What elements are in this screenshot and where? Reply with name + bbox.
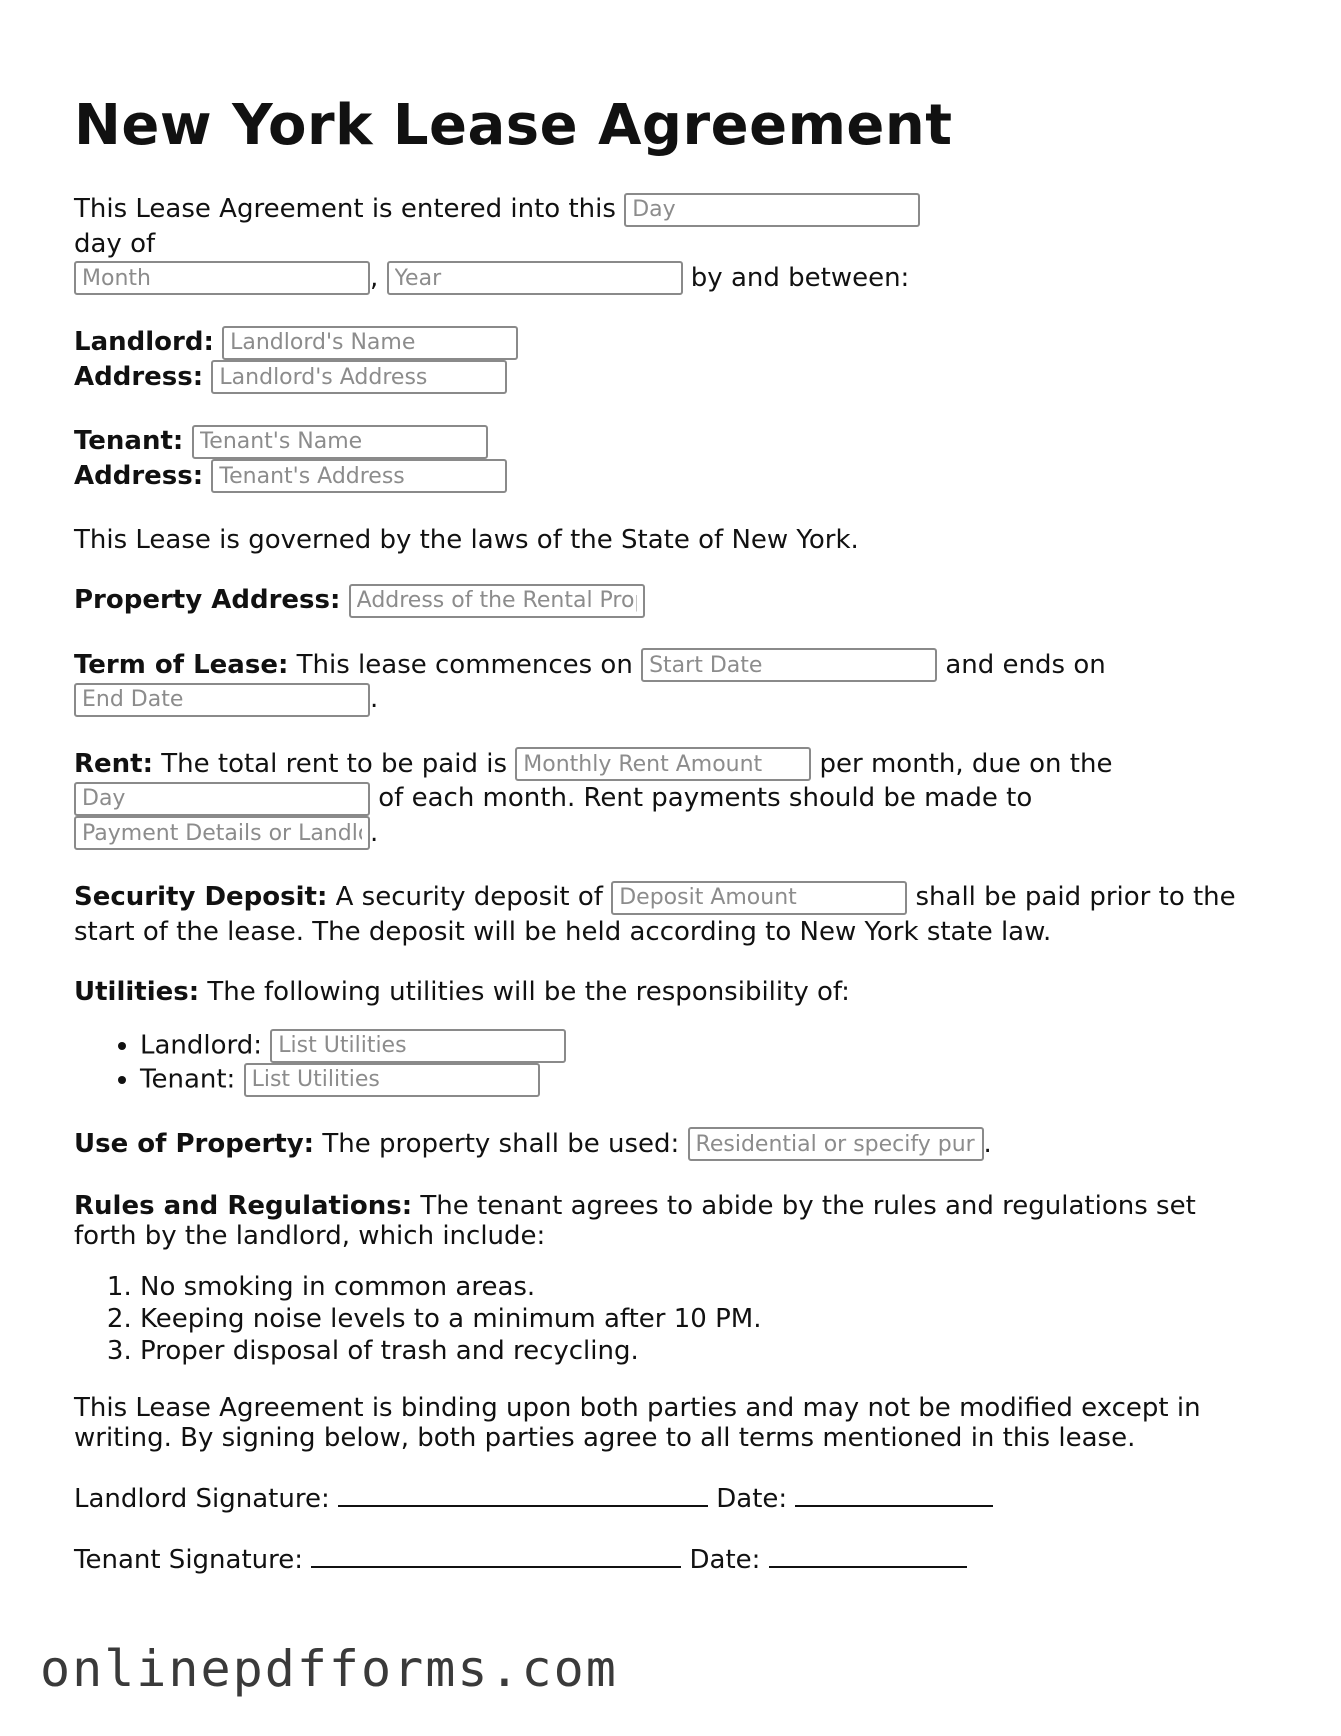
intro-text: This Lease Agreement is entered into this [74, 194, 616, 224]
rent-text: per month, due on the [819, 748, 1113, 779]
property-address-field[interactable] [349, 584, 645, 618]
tenant-signature-line [74, 1540, 1274, 1577]
watermark: onlinepdfforms.com [40, 1640, 618, 1698]
payment-details-field[interactable] [74, 816, 370, 850]
deposit-text: A security deposit of [335, 882, 603, 912]
rules-label: Rules and Regulations: [74, 1191, 413, 1221]
list-item: 1. No smoking in common areas. [140, 1271, 1274, 1303]
rent-text: The total rent to be paid is [161, 748, 507, 779]
rent-text: of each month. Rent payments should be made to [378, 783, 1033, 813]
intro-text: by and between: [690, 262, 910, 293]
tenant-signature-field[interactable] [311, 1540, 681, 1568]
utilities-label: Utilities: [74, 976, 200, 1007]
rent-amount-field[interactable] [515, 747, 811, 781]
term-section [74, 648, 1174, 717]
deposit-label: Security Deposit: [74, 882, 328, 912]
landlord-address-field[interactable] [211, 360, 507, 394]
list-item: 2. Keeping noise levels to a minimum after 10 PM. [140, 1303, 1274, 1335]
rules-section [74, 1191, 1214, 1251]
list-item: 3. Proper disposal of trash and recycling. [140, 1335, 1274, 1367]
use-purpose-field[interactable] [688, 1127, 984, 1161]
tenant-date-field[interactable] [769, 1540, 967, 1568]
lease-document [74, 0, 1274, 1577]
tenant-address-field[interactable] [211, 459, 507, 493]
list-item [140, 1063, 1274, 1097]
tenant-utilities-field[interactable] [244, 1063, 540, 1097]
term-label: Term of Lease: [74, 649, 289, 680]
rules-text: The tenant agrees to abide by the rules and regulations set forth by the landlord, which include: [74, 1191, 1196, 1251]
end-date-field[interactable] [74, 683, 370, 717]
landlord-name-field[interactable] [222, 326, 518, 360]
comma: , [370, 262, 379, 293]
landlord-address-label: Address: [74, 361, 204, 392]
landlord-label: Landlord: [74, 327, 214, 357]
landlord-signature-label: Landlord Signature: [74, 1484, 330, 1514]
utilities-tenant-label: Tenant: [140, 1064, 236, 1094]
date-label: Date: [716, 1484, 788, 1514]
utilities-text: The following utilities will be the responsibility of: [207, 976, 850, 1007]
rent-day-field[interactable] [74, 782, 370, 816]
use-label: Use of Property: [74, 1128, 315, 1159]
property-label: Property Address: [74, 585, 341, 615]
month-field[interactable] [74, 261, 370, 295]
tenant-signature-label: Tenant Signature: [74, 1545, 303, 1575]
deposit-section [74, 880, 1254, 949]
term-text: and ends on [945, 649, 1106, 680]
date-label: Date: [689, 1545, 761, 1575]
rent-label: Rent: [74, 748, 153, 779]
utilities-landlord-label: Landlord: [140, 1030, 263, 1060]
period: . [370, 817, 379, 848]
landlord-date-field[interactable] [795, 1479, 993, 1507]
landlord-signature-field[interactable] [338, 1479, 708, 1507]
tenant-name-field[interactable] [192, 425, 488, 459]
use-text: The property shall be used: [322, 1128, 680, 1159]
governed-text: This Lease is governed by the laws of the State of New York. [74, 525, 859, 555]
start-date-field[interactable] [641, 648, 937, 682]
rent-section [74, 747, 1174, 851]
rules-list [74, 1271, 1274, 1367]
day-field[interactable] [624, 193, 920, 227]
deposit-amount-field[interactable] [611, 881, 907, 915]
list-item [140, 1029, 1274, 1063]
utilities-list [74, 1029, 1274, 1097]
tenant-address-label: Address: [74, 460, 204, 491]
intro-paragraph [74, 192, 974, 295]
utilities-section [74, 975, 1274, 1009]
landlord-signature-line [74, 1479, 1274, 1516]
landlord-section [74, 325, 1274, 394]
period: . [370, 684, 379, 714]
page-title: New York Lease Agreement [74, 93, 953, 158]
use-section [74, 1127, 1274, 1162]
landlord-utilities-field[interactable] [270, 1029, 566, 1063]
deposit-text: shall be paid prior to the start of the lease. The deposit will be held according to New York state law. [74, 882, 1236, 947]
tenant-label: Tenant: [74, 426, 184, 456]
binding-text: This Lease Agreement is binding upon both parties and may not be modified except in writing. By signing below, both parties agree to all terms mentioned in this lease. [74, 1393, 1201, 1453]
year-field[interactable] [387, 261, 683, 295]
intro-text: day of [74, 228, 156, 259]
tenant-section [74, 424, 1274, 493]
property-section [74, 583, 1274, 618]
term-text: This lease commences on [296, 649, 633, 680]
period: . [983, 1128, 992, 1159]
